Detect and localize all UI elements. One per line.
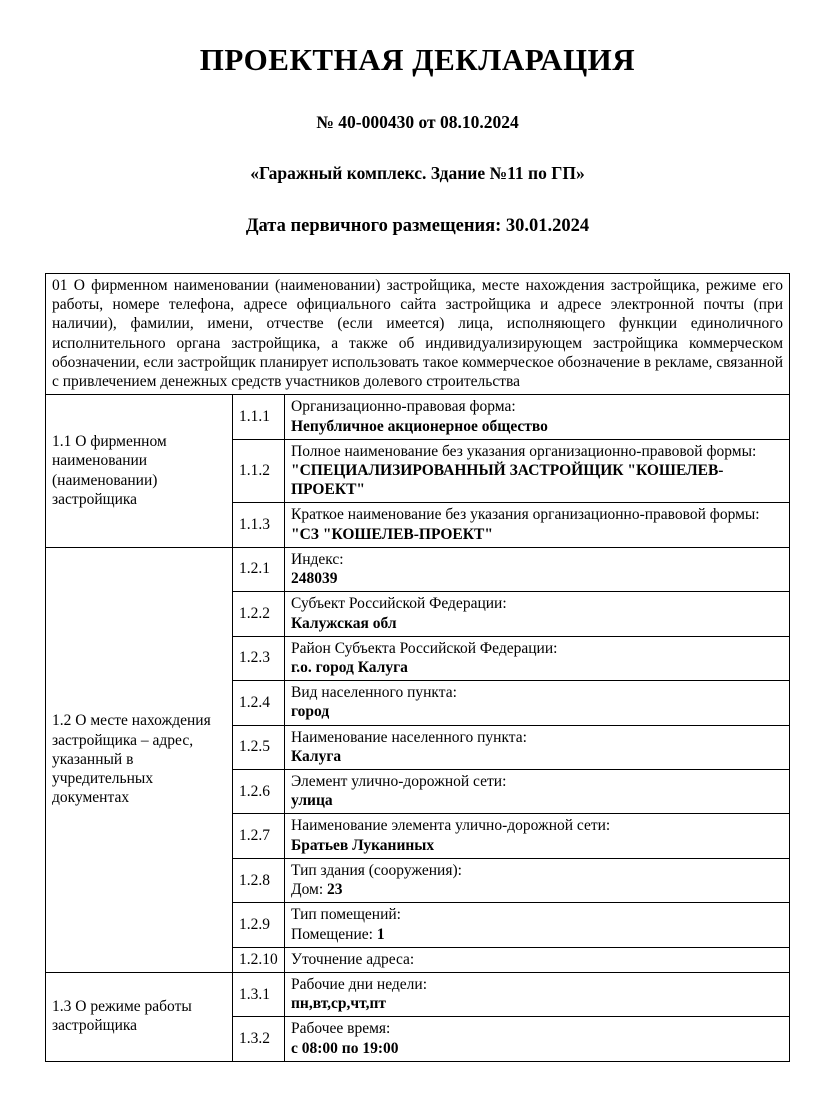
field-value-prefix: Дом: (291, 881, 328, 899)
row-number: 1.2.6 (233, 770, 285, 814)
field-value: "СЗ "КОШЕЛЕВ-ПРОЕКТ" (291, 525, 493, 543)
field-value: улица (291, 792, 333, 810)
field-value: Помещение: 1 (291, 925, 385, 943)
row-content (285, 681, 790, 725)
field-label: Уточнение адреса: (291, 950, 415, 968)
row-content (285, 1017, 790, 1061)
field-value: Калужская обл (291, 614, 397, 632)
row-content (285, 439, 790, 503)
field-value: город (291, 703, 330, 721)
field-value: Братьев Луканиных (291, 836, 435, 854)
table-row (46, 547, 790, 591)
row-number: 1.2.1 (233, 547, 285, 591)
field-label: Краткое наименование без указания организационно-правовой формы: (291, 506, 760, 524)
row-content (285, 973, 790, 1017)
row-number: 1.2.4 (233, 681, 285, 725)
document-title: ПРОЕКТНАЯ ДЕКЛАРАЦИЯ (199, 42, 636, 77)
declaration-table (45, 273, 790, 1062)
field-label: Субъект Российской Федерации: (291, 595, 507, 613)
field-label: Рабочее время: (291, 1020, 391, 1038)
field-value: пн,вт,ср,чт,пт (291, 995, 387, 1013)
group-label: 1.2 О месте нахождения застройщика – адрес, указанный в учредительных документах (46, 547, 233, 972)
field-value: Дом: 23 (291, 881, 343, 899)
row-content (285, 814, 790, 858)
row-number: 1.2.10 (233, 947, 285, 972)
field-label: Район Субъекта Российской Федерации: (291, 639, 558, 657)
row-number: 1.1.2 (233, 439, 285, 503)
table-row (46, 973, 790, 1017)
table-row (46, 395, 790, 439)
row-number: 1.2.7 (233, 814, 285, 858)
row-number: 1.2.3 (233, 636, 285, 680)
section-header-row (46, 274, 790, 395)
field-value: г.о. город Калуга (291, 658, 408, 676)
row-number: 1.2.2 (233, 592, 285, 636)
field-label: Индекс: (291, 550, 344, 568)
declaration-number: № 40-000430 от 08.10.2024 (316, 112, 519, 132)
row-number: 1.1.3 (233, 503, 285, 547)
row-content (285, 858, 790, 902)
field-label: Наименование элемента улично-дорожной сети: (291, 817, 611, 835)
field-value: Непубличное акционерное общество (291, 417, 548, 435)
field-value: Калуга (291, 747, 342, 765)
field-label: Полное наименование без указания организационно-правовой формы: (291, 442, 757, 460)
first-placement-date: Дата первичного размещения: 30.01.2024 (245, 216, 590, 236)
row-number: 1.3.2 (233, 1017, 285, 1061)
field-value-prefix: Помещение: (291, 925, 377, 943)
object-name: «Гаражный комплекс. Здание №11 по ГП» (250, 163, 585, 183)
row-number: 1.2.9 (233, 903, 285, 947)
field-label: Элемент улично-дорожной сети: (291, 773, 507, 791)
field-value: "СПЕЦИАЛИЗИРОВАННЫЙ ЗАСТРОЙЩИК "КОШЕЛЕВ-ПРОЕКТ" (291, 461, 724, 499)
section-header-text: 01 О фирменном наименовании (наименовании) застройщика, месте нахождения застройщика, режиме его работы, номере телефона, адресе официального сайта застройщика и адресе электронной почты (при наличии), фамилии, имени, отчестве (если имеется) лица, исполняющего функции единоличного исполнительного органа застройщика, а также об индивидуализирующем застройщика коммерческом обозначении, если застройщик планирует использовать такое коммерческое обозначение в рекламе, связанной с привлечением денежных средств участников долевого строительства (46, 274, 790, 395)
field-value: с 08:00 по 19:00 (291, 1039, 399, 1057)
field-label: Тип здания (сооружения): (291, 861, 462, 879)
field-label: Организационно-правовая форма: (291, 398, 516, 416)
row-number: 1.2.5 (233, 725, 285, 769)
row-content (285, 636, 790, 680)
row-number: 1.3.1 (233, 973, 285, 1017)
declaration-table-body (46, 274, 790, 1062)
row-content (285, 503, 790, 547)
row-content (285, 947, 790, 972)
field-label: Рабочие дни недели: (291, 976, 428, 993)
row-number: 1.1.1 (233, 395, 285, 439)
row-content (285, 725, 790, 769)
row-content (285, 395, 790, 439)
row-content (285, 770, 790, 814)
row-number: 1.2.8 (233, 858, 285, 902)
field-label: Тип помещений: (291, 906, 401, 924)
row-content (285, 547, 790, 591)
group-label: 1.3 О режиме работы застройщика (46, 973, 233, 1062)
row-content (285, 592, 790, 636)
group-label: 1.1 О фирменном наименовании (наименовании) застройщика (46, 395, 233, 548)
field-label: Вид населенного пункта: (291, 684, 457, 702)
field-value: 248039 (291, 570, 338, 588)
field-label: Наименование населенного пункта: (291, 728, 527, 746)
row-content (285, 903, 790, 947)
